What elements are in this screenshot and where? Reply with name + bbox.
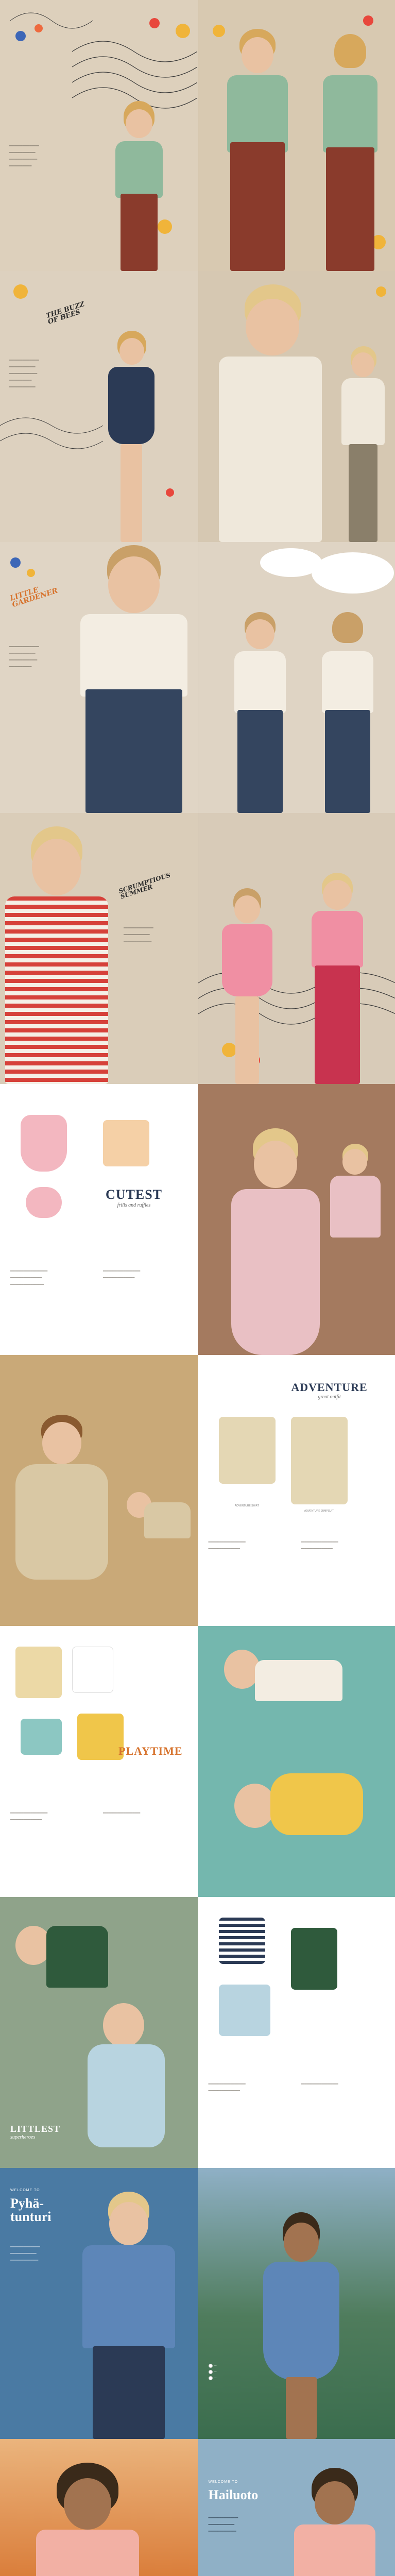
spread-8 [0,1897,395,2168]
child-photo-blue-dress [260,2212,342,2439]
section-title: ADVENTURE great outfit [291,1381,368,1400]
spread-9-left-page [0,2168,198,2439]
spread-5 [0,1084,395,1355]
spread-4 [0,813,395,1084]
spread-9 [0,2168,395,2439]
child-photo-yellow-romper [229,1753,373,1876]
spread-8-left-page [0,1897,198,2168]
garment-floral-top [15,1647,62,1698]
child-photo-back-overalls [317,612,379,813]
child-photo-denim-shirt [77,2192,180,2439]
spread-3-left-page [0,542,198,813]
child-photo-front-overalls [229,612,291,813]
body-copy: ━━━━━━━━━━━━━━━━━━━━ ━━━━━━━━━━━━━━━━━ [208,2083,246,2093]
section-title: PLAYTIME [118,1744,183,1757]
spread-10-right-page [198,2439,395,2576]
product-legend: — — — [209,2364,217,2382]
garment-caption-1: ADVENTURE SHIRT [234,1504,260,1507]
body-copy: ━━━━━━━━━━━━━━━━━━━━ ━━━━━━━━━━━━━━━━━ [10,1812,48,1822]
spread-1 [0,0,395,271]
body-copy: ━━━━━━━━━━━━━━━━ ━━━━━━━━━━━━━━ ━━━━━━━━━━━━━━━ [10,2246,40,2262]
child-photo-pink-dress [219,888,276,1084]
body-copy: ━━━━━━━━━━━━━━━━ ━━━━━━━━━━━━━━ ━━━━━━━━━━━━━━━ ━━━━━━━━━━━━ [9,646,39,669]
spread-title: LITTLE GARDENER [9,585,59,609]
garment-top-illustration [103,1120,149,1166]
garment-romper-print [219,1985,270,2036]
garment-bloomers-illustration [26,1187,62,1218]
spread-5-right-page [198,1084,395,1355]
section-title: CUTEST frills and ruffles [105,1187,163,1208]
child-photo-green-shirt [108,101,170,271]
child-photo-suspenders [219,29,296,271]
garment-shirt-illustration [219,1417,276,1484]
spread-1-left-page [0,0,198,271]
spread-9-right-page [198,2168,395,2439]
spread-10-left-page [0,2439,198,2576]
spread-2-right-page [198,271,395,542]
spread-5-left-page [0,1084,198,1355]
spread-8-right-page [198,1897,395,2168]
child-photo-floral-pants [306,873,368,1084]
garment-overalls [291,1928,337,1990]
spread-title: SCRUMPTIOUS SUMMER [117,871,171,901]
spread-2-left-page [0,271,198,542]
body-copy: ━━━━━━━━━━━━━━━━ ━━━━━━━━━━━━━━ ━━━━━━━━━━━━━━━ [124,927,153,943]
garment-tee [72,1647,113,1693]
spread-title: THE BUZZ OF BEES [45,300,86,327]
section-title: LITTLEST superheroes [10,2124,61,2140]
child-photo-pink-gingham [229,1128,322,1355]
child-photo-pink-top-2 [291,2468,379,2576]
spread-6-left-page [0,1355,198,1626]
body-copy-2: ━━━━━━━━━━━━━━━━━━━━ [301,2083,338,2086]
child-photo-khaki-jumpsuit [10,1415,113,1580]
garment-jumpsuit-illustration [291,1417,348,1504]
garment-striped-tee [219,1918,265,1964]
location-title: Hailuoto [208,2487,259,2502]
garment-shorts [21,1719,62,1755]
spread-1-right-page [198,0,395,271]
spread-10 [0,2439,395,2576]
garment-romper [77,1714,124,1760]
location-kicker: WELCOME TO [208,2480,238,2484]
spread-7-right-page [198,1626,395,1897]
spread-7-left-page [0,1626,198,1897]
spread-2 [0,271,395,542]
location-title: Pyhä-tunturi [10,2196,51,2224]
body-copy: ━━━━━━━━━━━━━━━━ ━━━━━━━━━━━━━━ ━━━━━━━━━━━━━━━ [208,2517,238,2533]
location-kicker: WELCOME TO [10,2189,40,2192]
spread-6 [0,1355,395,1626]
body-copy: ━━━━━━━━━━━━━━━━ ━━━━━━━━━━━━━━ ━━━━━━━━━━━━━━━ ━━━━━━━━━━━━ [9,145,39,168]
child-photo-lying-floral [219,1639,353,1742]
garment-dress-illustration [21,1115,67,1172]
body-copy: ━━━━━━━━━━━━━━━━ ━━━━━━━━━━━━━━ ━━━━━━━━━━━━━━━ ━━━━━━━━━━━━ ━━━━━━━━━━━━━━ [9,359,39,389]
child-photo-sitting [327,1144,384,1273]
spread-4-left-page [0,813,198,1084]
child-photo-back-view [317,34,384,271]
child-photo-pink-top [31,2463,144,2576]
spread-4-right-page [198,813,395,1084]
body-copy: ━━━━━━━━━━━━━━━━━━━━ ━━━━━━━━━━━━━━━━━ [208,1541,246,1551]
spread-6-right-page [198,1355,395,1626]
spread-3 [0,542,395,813]
body-copy-2: ━━━━━━━━━━━━━━━━━━━━ [103,1812,141,1815]
spread-3-right-page [198,542,395,813]
child-photo-striped-dress [5,826,108,1084]
body-copy: ━━━━━━━━━━━━━━━━━━━━ ━━━━━━━━━━━━━━━━━ ━━━━━━━━━━━━━━━━━━ [10,1270,48,1286]
spread-7 [0,1626,395,1897]
garment-caption-2: ADVENTURE JUMPSUIT [304,1510,334,1513]
child-photo-crawling [124,1487,191,1559]
body-copy-2: ━━━━━━━━━━━━━━━━━━━━ ━━━━━━━━━━━━━━━━━ [301,1541,338,1551]
body-copy-2: ━━━━━━━━━━━━━━━━━━━━ ━━━━━━━━━━━━━━━━━ [103,1270,141,1280]
child-photo-red-collar [77,545,191,813]
child-photo-navy-dress [103,331,160,542]
